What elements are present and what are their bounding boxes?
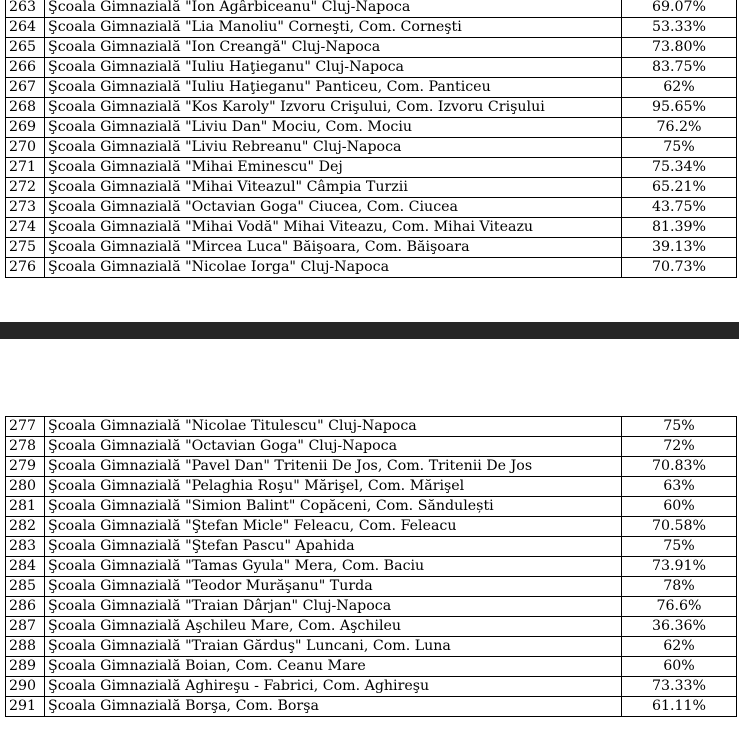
table-row xyxy=(6,617,737,637)
table-body xyxy=(6,417,737,717)
row-number: 286 xyxy=(6,597,45,617)
row-number: 275 xyxy=(6,238,45,258)
percentage: 69.07% xyxy=(622,0,737,18)
table-row xyxy=(6,637,737,657)
percentage: 73.33% xyxy=(622,677,737,697)
table-row xyxy=(6,497,737,517)
row-number: 291 xyxy=(6,697,45,717)
row-number: 267 xyxy=(6,78,45,98)
table-row xyxy=(6,477,737,497)
percentage: 76.6% xyxy=(622,597,737,617)
table-row xyxy=(6,437,737,457)
percentage: 72% xyxy=(622,437,737,457)
school-name: Şcoala Gimnazială "Traian Gărduş" Luncani, Com. Luna xyxy=(45,637,622,657)
percentage: 75% xyxy=(622,138,737,158)
row-number: 276 xyxy=(6,258,45,278)
school-name: Şcoala Gimnazială "Ştefan Micle" Feleacu, Com. Feleacu xyxy=(45,517,622,537)
row-number: 289 xyxy=(6,657,45,677)
percentage: 75% xyxy=(622,537,737,557)
row-number: 268 xyxy=(6,98,45,118)
table-row xyxy=(6,58,737,78)
percentage: 65.21% xyxy=(622,178,737,198)
row-number: 272 xyxy=(6,178,45,198)
table-row xyxy=(6,18,737,38)
percentage: 81.39% xyxy=(622,218,737,238)
row-number: 264 xyxy=(6,18,45,38)
table-row xyxy=(6,158,737,178)
school-name: Şcoala Gimnazială "Mihai Eminescu" Dej xyxy=(45,158,622,178)
school-name: Şcoala Gimnazială "Liviu Dan" Mociu, Com. Mociu xyxy=(45,118,622,138)
table-row xyxy=(6,657,737,677)
row-number: 274 xyxy=(6,218,45,238)
table-row xyxy=(6,557,737,577)
percentage: 73.91% xyxy=(622,557,737,577)
school-name: Şcoala Gimnazială "Iuliu Haţieganu" Cluj-Napoca xyxy=(45,58,622,78)
row-number: 281 xyxy=(6,497,45,517)
school-name: Şcoala Gimnazială "Nicolae Titulescu" Cluj-Napoca xyxy=(45,417,622,437)
percentage: 53.33% xyxy=(622,18,737,38)
results-table-bottom xyxy=(5,416,737,717)
percentage: 43.75% xyxy=(622,198,737,218)
table-row xyxy=(6,38,737,58)
row-number: 265 xyxy=(6,38,45,58)
percentage: 70.83% xyxy=(622,457,737,477)
table-row xyxy=(6,98,737,118)
table-row xyxy=(6,0,737,18)
row-number: 280 xyxy=(6,477,45,497)
table-row xyxy=(6,597,737,617)
school-name: Şcoala Gimnazială "Iuliu Haţieganu" Panticeu, Com. Panticeu xyxy=(45,78,622,98)
school-name: Şcoala Gimnazială "Lia Manoliu" Corneşti, Com. Corneşti xyxy=(45,18,622,38)
percentage: 63% xyxy=(622,477,737,497)
percentage: 70.58% xyxy=(622,517,737,537)
school-name: Şcoala Gimnazială Aghireşu - Fabrici, Com. Aghireşu xyxy=(45,677,622,697)
percentage: 60% xyxy=(622,497,737,517)
school-name: Şcoala Gimnazială "Ştefan Pascu" Apahida xyxy=(45,537,622,557)
page-divider-bar xyxy=(0,322,739,339)
row-number: 263 xyxy=(6,0,45,18)
percentage: 62% xyxy=(622,78,737,98)
row-number: 285 xyxy=(6,577,45,597)
table-row xyxy=(6,238,737,258)
table-row xyxy=(6,537,737,557)
school-name: Şcoala Gimnazială "Tamas Gyula" Mera, Com. Baciu xyxy=(45,557,622,577)
table-row xyxy=(6,198,737,218)
percentage: 61.11% xyxy=(622,697,737,717)
percentage: 60% xyxy=(622,657,737,677)
school-name: Şcoala Gimnazială "Kos Karoly" Izvoru Crişului, Com. Izvoru Crişului xyxy=(45,98,622,118)
school-name: Şcoala Gimnazială "Ion Agârbiceanu" Cluj-Napoca xyxy=(45,0,622,18)
school-name: Şcoala Gimnazială "Octavian Goga" Cluj-Napoca xyxy=(45,437,622,457)
row-number: 266 xyxy=(6,58,45,78)
table-row xyxy=(6,138,737,158)
percentage: 75.34% xyxy=(622,158,737,178)
school-name: Şcoala Gimnazială "Simion Balint" Copăceni, Com. Săndulești xyxy=(45,497,622,517)
percentage: 73.80% xyxy=(622,38,737,58)
school-name: Şcoala Gimnazială "Mihai Vodă" Mihai Viteazu, Com. Mihai Viteazu xyxy=(45,218,622,238)
school-name: Şcoala Gimnazială "Pavel Dan" Tritenii De Jos, Com. Tritenii De Jos xyxy=(45,457,622,477)
table-row xyxy=(6,677,737,697)
table-row xyxy=(6,178,737,198)
school-name: Şcoala Gimnazială "Ion Creangă" Cluj-Napoca xyxy=(45,38,622,58)
row-number: 277 xyxy=(6,417,45,437)
row-number: 284 xyxy=(6,557,45,577)
percentage: 78% xyxy=(622,577,737,597)
results-table-top xyxy=(5,0,737,278)
school-name: Şcoala Gimnazială Aşchileu Mare, Com. Aşchileu xyxy=(45,617,622,637)
percentage: 39.13% xyxy=(622,238,737,258)
school-name: Şcoala Gimnazială "Traian Dârjan" Cluj-Napoca xyxy=(45,597,622,617)
row-number: 269 xyxy=(6,118,45,138)
school-name: Şcoala Gimnazială "Mihai Viteazul" Câmpia Turzii xyxy=(45,178,622,198)
table-row xyxy=(6,697,737,717)
school-name: Şcoala Gimnazială Boian, Com. Ceanu Mare xyxy=(45,657,622,677)
row-number: 278 xyxy=(6,437,45,457)
table-row xyxy=(6,258,737,278)
percentage: 62% xyxy=(622,637,737,657)
school-name: Şcoala Gimnazială "Mircea Luca" Băişoara, Com. Băişoara xyxy=(45,238,622,258)
school-name: Şcoala Gimnazială Borşa, Com. Borşa xyxy=(45,697,622,717)
percentage: 75% xyxy=(622,417,737,437)
row-number: 290 xyxy=(6,677,45,697)
percentage: 76.2% xyxy=(622,118,737,138)
school-name: Şcoala Gimnazială "Liviu Rebreanu" Cluj-Napoca xyxy=(45,138,622,158)
row-number: 288 xyxy=(6,637,45,657)
row-number: 271 xyxy=(6,158,45,178)
table-row xyxy=(6,118,737,138)
school-name: Şcoala Gimnazială "Pelaghia Roşu" Mărişel, Com. Mărişel xyxy=(45,477,622,497)
row-number: 282 xyxy=(6,517,45,537)
row-number: 279 xyxy=(6,457,45,477)
school-name: Şcoala Gimnazială "Nicolae Iorga" Cluj-Napoca xyxy=(45,258,622,278)
percentage: 83.75% xyxy=(622,58,737,78)
school-name: Şcoala Gimnazială "Teodor Murăşanu" Turda xyxy=(45,577,622,597)
row-number: 287 xyxy=(6,617,45,637)
table-row xyxy=(6,517,737,537)
table-row xyxy=(6,457,737,477)
percentage: 70.73% xyxy=(622,258,737,278)
percentage: 95.65% xyxy=(622,98,737,118)
table-row xyxy=(6,417,737,437)
table-body xyxy=(6,0,737,278)
row-number: 273 xyxy=(6,198,45,218)
percentage: 36.36% xyxy=(622,617,737,637)
row-number: 270 xyxy=(6,138,45,158)
table-row xyxy=(6,577,737,597)
school-name: Şcoala Gimnazială "Octavian Goga" Ciucea, Com. Ciucea xyxy=(45,198,622,218)
table-row xyxy=(6,218,737,238)
table-row xyxy=(6,78,737,98)
row-number: 283 xyxy=(6,537,45,557)
